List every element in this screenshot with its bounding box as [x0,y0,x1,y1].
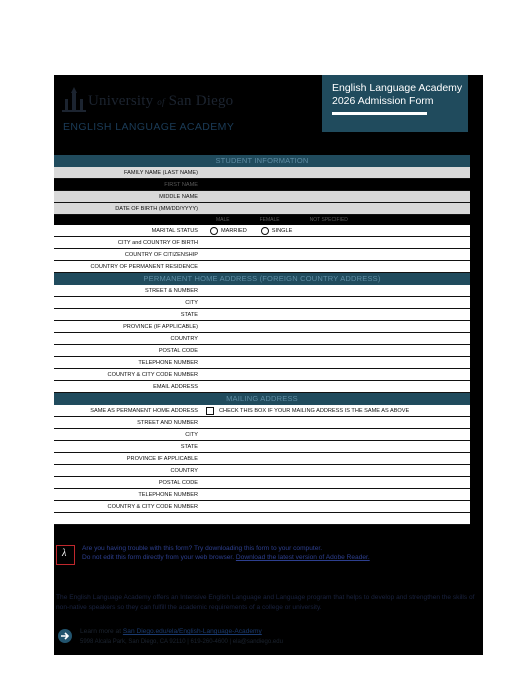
form-title: English Language Academy [332,82,463,94]
perm-street-field[interactable] [204,285,470,296]
perm-city-field[interactable] [204,297,470,308]
citizenship-label: COUNTRY OF CITIZENSHIP [54,249,204,260]
mail-same-as-option [204,405,470,416]
birth-place-field[interactable] [204,237,470,248]
marital-status-options [204,225,470,236]
mail-country-code-field[interactable] [204,501,470,512]
row-first-name [54,179,470,191]
same-address-check-label: CHECK THIS BOX IF YOUR MAILING ADDRESS IS THE SAME AS ABOVE [219,407,410,414]
form-subtitle: 2026 Admission Form [332,95,434,107]
perm-country-code-field[interactable] [204,369,470,380]
row-middle-name [54,191,470,203]
logo-university: University [88,93,154,109]
mail-province-label: PROVINCE IF APPLICABLE [54,453,204,464]
admission-form [54,155,470,525]
perm-country-code-label: COUNTRY & CITY CODE NUMBER [54,369,204,380]
title-rule [332,112,427,115]
first-name-field[interactable] [204,179,470,190]
perm-province-label: PROVINCE (IF APPLICABLE) [54,321,204,332]
row-perm-postal [54,345,470,357]
perm-email-field[interactable] [204,381,470,392]
perm-phone-label: TELEPHONE NUMBER [54,357,204,368]
row-mail-country [54,465,470,477]
contact-info: 5998 Alcala Park, San Diego, CA 92110 | 619-260-4600 | ela@sandiego.edu [80,639,283,645]
mail-country-field[interactable] [204,465,470,476]
perm-postal-label: POSTAL CODE [54,345,204,356]
mail-same-as-label: SAME AS PERMANENT HOME ADDRESS [54,405,204,416]
adobe-pdf-icon: λ [56,545,75,565]
perm-postal-field[interactable] [204,345,470,356]
perm-country-field[interactable] [204,333,470,344]
notice-line-1: Are you having trouble with this form? Try downloading this form to your computer. [82,545,323,552]
row-family-name [54,167,470,179]
row-mail-state [54,441,470,453]
family-name-label: FAMILY NAME (LAST NAME) [54,167,204,178]
mail-state-label: STATE [54,441,204,452]
form-title-box [322,75,468,132]
row-perm-state [54,309,470,321]
mail-country-label: COUNTRY [54,465,204,476]
dob-field[interactable] [204,203,470,214]
mail-country-code-label: COUNTRY & CITY CODE NUMBER [54,501,204,512]
marital-status-label: MARITAL STATUS [54,225,204,236]
mail-postal-label: POSTAL CODE [54,477,204,488]
row-perm-country [54,333,470,345]
citizenship-field[interactable] [204,249,470,260]
mail-street-field[interactable] [204,417,470,428]
perm-state-field[interactable] [204,309,470,320]
row-mail-postal [54,477,470,489]
adobe-reader-link[interactable]: Download the latest version of Adobe Reader. [235,554,370,561]
notice-line-2-text: Do not edit this form directly from your web browser. [82,554,236,561]
married-radio[interactable] [210,227,218,235]
row-perm-city [54,297,470,309]
mail-street-label: STREET AND NUMBER [54,417,204,428]
middle-name-field[interactable] [204,191,470,202]
row-perm-street [54,285,470,297]
section-permanent-address: PERMANENT HOME ADDRESS (FOREIGN COUNTRY ADDRESS) [54,273,470,285]
same-address-checkbox[interactable] [206,407,214,415]
dob-label: DATE OF BIRTH (MM/DD/YYYY) [54,203,204,214]
married-label: MARRIED [221,227,247,234]
arrow-right-icon[interactable] [58,629,72,643]
university-logo [60,81,235,137]
mail-phone-field[interactable] [204,489,470,500]
logo-of: of [157,97,165,107]
section-mailing-address: MAILING ADDRESS [54,393,470,405]
mail-city-label: CITY [54,429,204,440]
perm-street-label: STREET & NUMBER [54,285,204,296]
perm-province-field[interactable] [204,321,470,332]
single-label: SINGLE [271,227,293,234]
mail-city-field[interactable] [204,429,470,440]
row-birth-place [54,237,470,249]
gender-female: FEMALE [259,217,280,223]
mail-state-field[interactable] [204,441,470,452]
row-mail-province [54,453,470,465]
program-description: The English Language Academy offers an Intensive English Language and Language program that helps to develop and strengthen the skills of non-native speakers so they can fulfill the academic requirements of a college or university. [56,594,475,611]
dob-sublabels [54,215,470,225]
single-radio[interactable] [261,227,269,235]
row-mail-same-as [54,405,470,417]
reader-notice [54,539,483,569]
row-residence [54,261,470,273]
row-mail-blank [54,513,470,525]
row-mail-phone [54,489,470,501]
residence-label: COUNTRY OF PERMANENT RESIDENCE [54,261,204,272]
mail-postal-field[interactable] [204,477,470,488]
row-perm-country-code [54,369,470,381]
first-name-label: FIRST NAME [164,182,198,188]
perm-state-label: STATE [54,309,204,320]
row-mail-city [54,429,470,441]
row-perm-phone [54,357,470,369]
logo-city: San Diego [168,93,234,109]
residence-field[interactable] [204,261,470,272]
gender-not-specified: NOT SPECIFIED [309,217,348,223]
birth-place-label: CITY and COUNTRY OF BIRTH [54,237,204,248]
family-name-field[interactable] [204,167,470,178]
row-dob [54,203,470,215]
notice-line-2 [82,554,370,561]
row-mail-country-code [54,501,470,513]
university-crest-icon [62,87,86,113]
perm-email-label: EMAIL ADDRESS [54,381,204,392]
perm-country-label: COUNTRY [54,333,204,344]
admission-form-page [54,75,483,655]
learn-more-prefix: Learn more at [80,628,123,635]
row-citizenship [54,249,470,261]
learn-more-line [80,628,262,635]
academy-name: ENGLISH LANGUAGE ACADEMY [63,121,235,133]
row-mail-street [54,417,470,429]
row-marital-status [54,225,470,237]
perm-phone-field[interactable] [204,357,470,368]
mail-phone-label: TELEPHONE NUMBER [54,489,204,500]
row-perm-province [54,321,470,333]
academy-website-link[interactable]: San Diego.edu/ela/English-Language-Academy [122,628,262,635]
mail-province-field[interactable] [204,453,470,464]
learn-more [56,627,476,651]
section-student-information: STUDENT INFORMATION [54,155,470,167]
middle-name-label: MIDDLE NAME [54,191,204,202]
gender-male: MALE [216,217,230,223]
row-perm-email [54,381,470,393]
perm-city-label: CITY [54,297,204,308]
